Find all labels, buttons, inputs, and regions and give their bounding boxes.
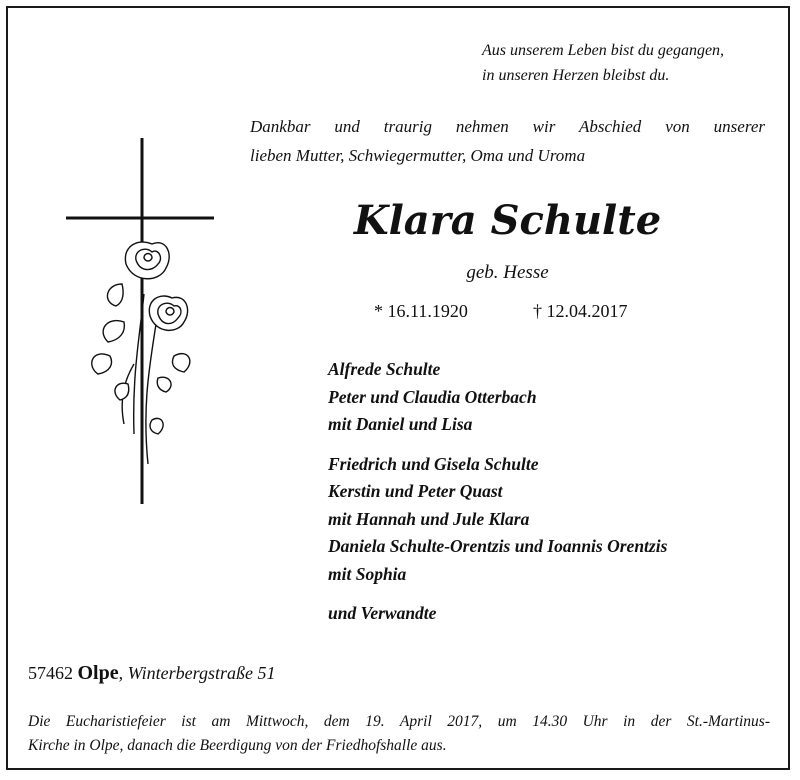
mourners-list [328, 356, 667, 628]
motto [482, 38, 724, 88]
mourner-line: Kerstin und Peter Quast [328, 481, 503, 501]
motto-line-1: Aus unserem Leben bist du gegangen, [482, 42, 725, 59]
service-line-1: Die Eucharistiefeier ist am Mittwoch, dem 19. April 2017, um 14.30 Uhr in der St.-Martinus- [28, 713, 770, 730]
mourner-line: Friedrich und Gisela Schulte [328, 453, 539, 474]
address-street: , Winterbergstraße 51 [118, 663, 276, 683]
address-city: Olpe [77, 662, 119, 684]
service-notice [28, 710, 770, 758]
mourner-line: Daniela Schulte-Orentzis und Ioannis Orentzis [328, 536, 668, 556]
mourner-line: Peter und Claudia Otterbach [328, 386, 537, 407]
mourner-line: mit Sophia [328, 563, 407, 584]
mourner-line: mit Hannah und Jule Klara [328, 508, 530, 529]
birth-date: * 16.11.1920 [374, 301, 468, 321]
death-date: † 12.04.2017 [533, 301, 628, 321]
cross-with-roses-icon [62, 134, 222, 514]
mourner-closing: und Verwandte [328, 603, 437, 623]
service-line-2: Kirche in Olpe, danach die Beerdigung von der Friedhofshalle aus. [28, 737, 447, 754]
motto-line-2: in unseren Herzen bleibst du. [482, 67, 670, 84]
mourner-line: Alfrede Schulte [328, 359, 441, 379]
intro-line-1: Dankbar und traurig nehmen wir Abschied von unserer [250, 117, 765, 136]
mourner-line: mit Daniel und Lisa [328, 414, 473, 434]
intro-line-2: lieben Mutter, Schwiegermutter, Oma und Uroma [250, 146, 586, 165]
address [28, 662, 275, 685]
deceased-name: Klara Schulte [353, 197, 662, 244]
maiden-name: geb. Hesse [466, 262, 549, 283]
address-zip: 57462 [28, 663, 73, 683]
intro-text [250, 112, 765, 170]
